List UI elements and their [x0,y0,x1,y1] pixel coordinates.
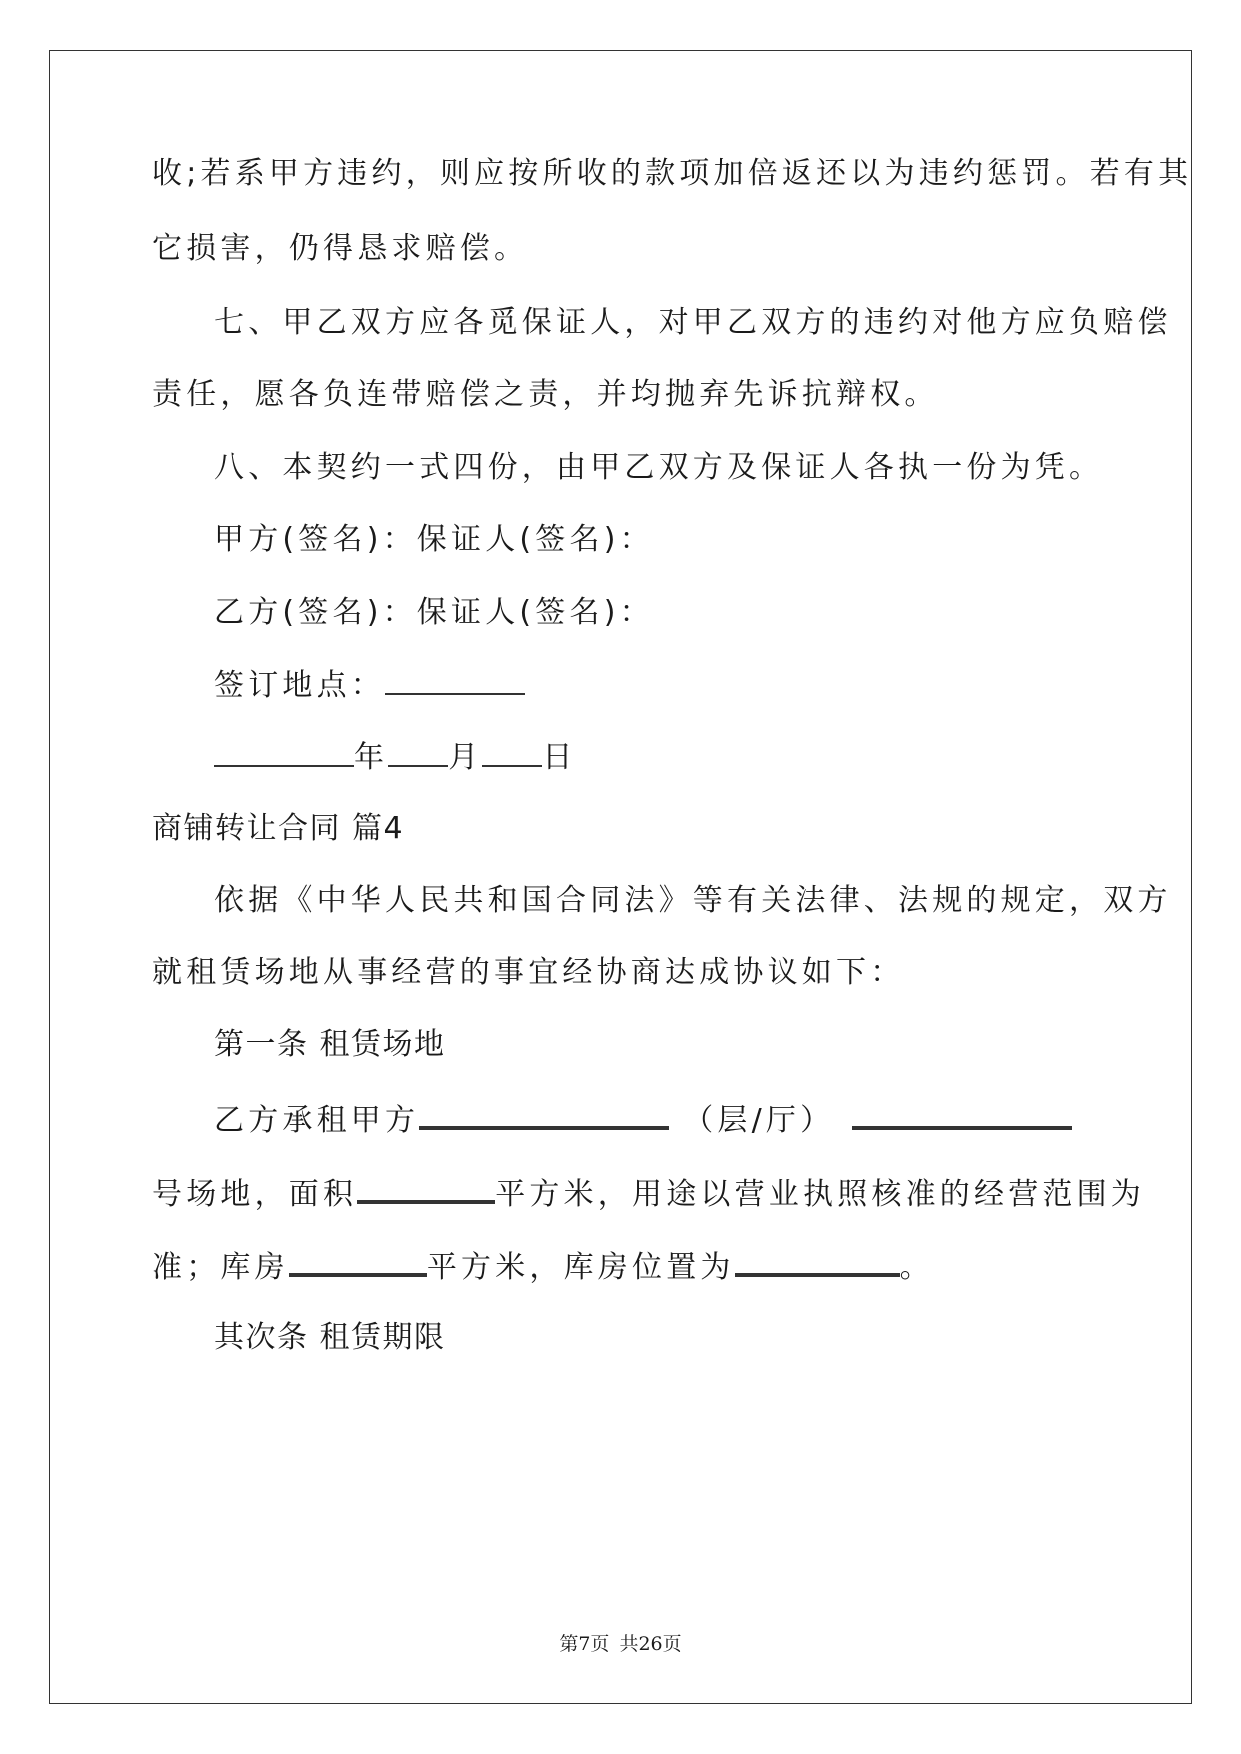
article-1-text: 乙方承租甲方 [214,1103,420,1138]
area-blank [357,1172,495,1204]
intro-line: 依据《中华人民共和国合同法》等有关法律、法规的规定，双方 [214,883,1172,918]
article-1-text: 平方米，用途以营业执照核准的经营范围为 [495,1177,1146,1212]
signing-place [214,665,525,706]
month-blank [388,737,448,767]
year-label: 年 [354,740,389,775]
article-1-text: 准；库房 [152,1250,289,1285]
year-blank [214,737,354,767]
clause-7-line: 七、甲乙双方应各觅保证人，对甲乙双方的违约对他方应负赔偿 [214,305,1172,340]
intro-line: 就租赁场地从事经营的事宜经协商达成协议如下： [152,955,905,990]
article-1-text: 平方米，库房位置为 [426,1250,735,1285]
day-blank [482,737,542,767]
signing-place-label: 签订地点： [214,668,385,703]
signing-place-blank [385,665,525,695]
clause-7-line: 责任，愿各负连带赔偿之责，并均抛弃先诉抗辩权。 [152,377,939,412]
party-b-signature: 乙方(签名)：保证人(签名)： [214,595,654,630]
paragraph-line: 它损害，仍得恳求赔偿。 [152,231,529,266]
clause-8: 八、本契约一式四份，由甲乙双方及保证人各执一份为凭。 [214,450,1104,485]
day-label: 日 [542,740,577,775]
article-1-text: （层/厅） [683,1103,835,1138]
article-1-line [214,1098,1072,1141]
page-footer [0,1629,1241,1656]
party-a-signature: 甲方(签名)：保证人(签名)： [214,522,654,557]
premises-blank [419,1098,669,1130]
article-1-text: 。 [899,1250,934,1285]
article-2-title: 其次条 租赁期限 [214,1320,446,1355]
storage-location-blank [735,1245,900,1277]
storage-area-blank [289,1245,427,1277]
paragraph-line: 收;若系甲方违约，则应按所收的款项加倍返还以为违约惩罚。若有其 [152,156,1193,191]
page-number: 第7页 [559,1633,610,1655]
article-1-text: 号场地，面积 [152,1177,358,1212]
article-1-line [152,1172,1145,1215]
article-1-title: 第一条 租赁场地 [214,1027,446,1062]
section-title: 商铺转让合同 篇4 [152,811,405,846]
article-1-line [152,1245,934,1288]
signing-date [214,737,577,778]
month-label: 月 [448,740,483,775]
page-total: 共26页 [619,1633,682,1655]
site-number-blank [852,1098,1072,1130]
page-border [49,50,1192,1704]
